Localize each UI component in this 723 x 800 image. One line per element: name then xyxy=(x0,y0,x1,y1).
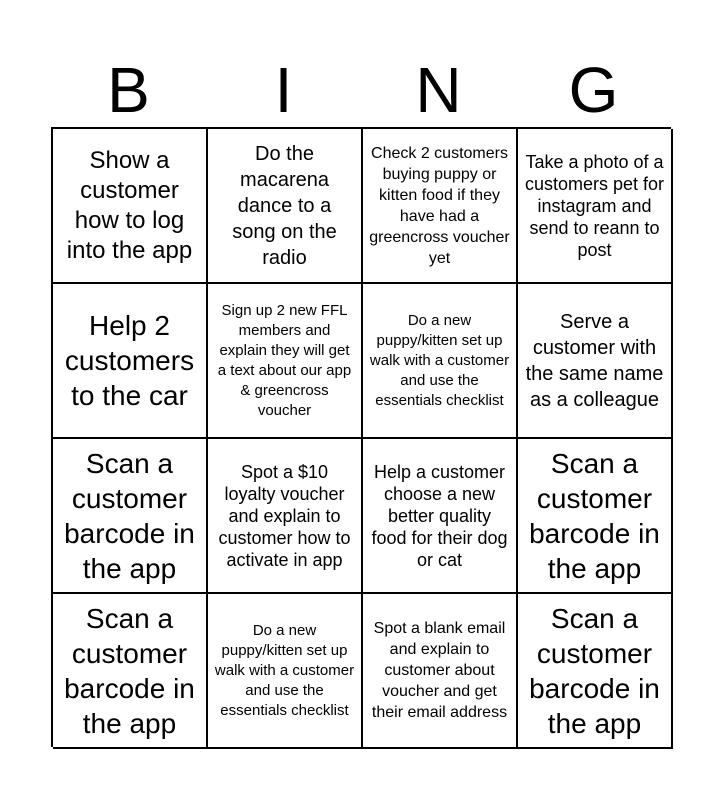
bingo-cell-r4c4[interactable] xyxy=(518,594,673,749)
bingo-cell-text: Scan a customer barcode in the app xyxy=(529,447,660,584)
header-letter-n: N xyxy=(415,54,462,126)
bingo-cell-text: Check 2 customers buying puppy or kitten food if they have had a greencross voucher yet xyxy=(369,144,510,267)
header-letter-b: B xyxy=(107,54,150,126)
bingo-cell-text: Help 2 customers to the car xyxy=(64,310,195,411)
bingo-cell-text: Scan a customer barcode in the app xyxy=(64,602,195,739)
header-letter-g: G xyxy=(568,54,619,126)
bingo-cell-r3c4[interactable] xyxy=(518,439,673,594)
bingo-cell-text: Take a photo of a customers pet for instagram and send to reann to post xyxy=(524,151,665,260)
bingo-cell-r4c1[interactable] xyxy=(53,594,208,749)
bingo-cell-r2c1[interactable] xyxy=(53,284,208,439)
bingo-cell-text: Scan a customer barcode in the app xyxy=(529,602,660,739)
bingo-cell-text: Do the macarena dance to a song on the radio xyxy=(232,142,337,269)
bingo-cell-r1c2[interactable] xyxy=(208,129,363,284)
bingo-cell-r1c4[interactable] xyxy=(518,129,673,284)
bingo-cell-text: Serve a customer with the same name as a colleague xyxy=(525,310,664,411)
bingo-cell-r4c2[interactable] xyxy=(208,594,363,749)
bingo-cell-text: Do a new puppy/kitten set up walk with a customer and use the essentials checklist xyxy=(369,311,510,409)
bingo-cell-r2c2[interactable] xyxy=(208,284,363,439)
bingo-cell-text: Show a customer how to log into the app xyxy=(66,146,193,264)
bingo-cell-text: Do a new puppy/kitten set up walk with a customer and use the essentials checklist xyxy=(214,621,355,719)
bingo-card-grid xyxy=(51,127,671,747)
bingo-cell-text: Spot a $10 loyalty voucher and explain to customer how to activate in app xyxy=(218,461,351,570)
header-letter-i: I xyxy=(274,54,293,126)
bingo-cell-r1c1[interactable] xyxy=(53,129,208,284)
bingo-header xyxy=(51,52,671,128)
bingo-cell-text: Scan a customer barcode in the app xyxy=(64,447,195,584)
bingo-cell-r3c3[interactable] xyxy=(363,439,518,594)
bingo-cell-r2c4[interactable] xyxy=(518,284,673,439)
bingo-cell-text: Sign up 2 new FFL members and explain they will get a text about our app & greencross voucher xyxy=(217,301,352,419)
bingo-cell-text: Help a customer choose a new better quality food for their dog or cat xyxy=(371,461,508,570)
bingo-cell-r2c3[interactable] xyxy=(363,284,518,439)
bingo-cell-text: Spot a blank email and explain to customer about voucher and get their email address xyxy=(371,620,508,721)
bingo-cell-r3c2[interactable] xyxy=(208,439,363,594)
bingo-cell-r3c1[interactable] xyxy=(53,439,208,594)
bingo-cell-r4c3[interactable] xyxy=(363,594,518,749)
bingo-cell-r1c3[interactable] xyxy=(363,129,518,284)
